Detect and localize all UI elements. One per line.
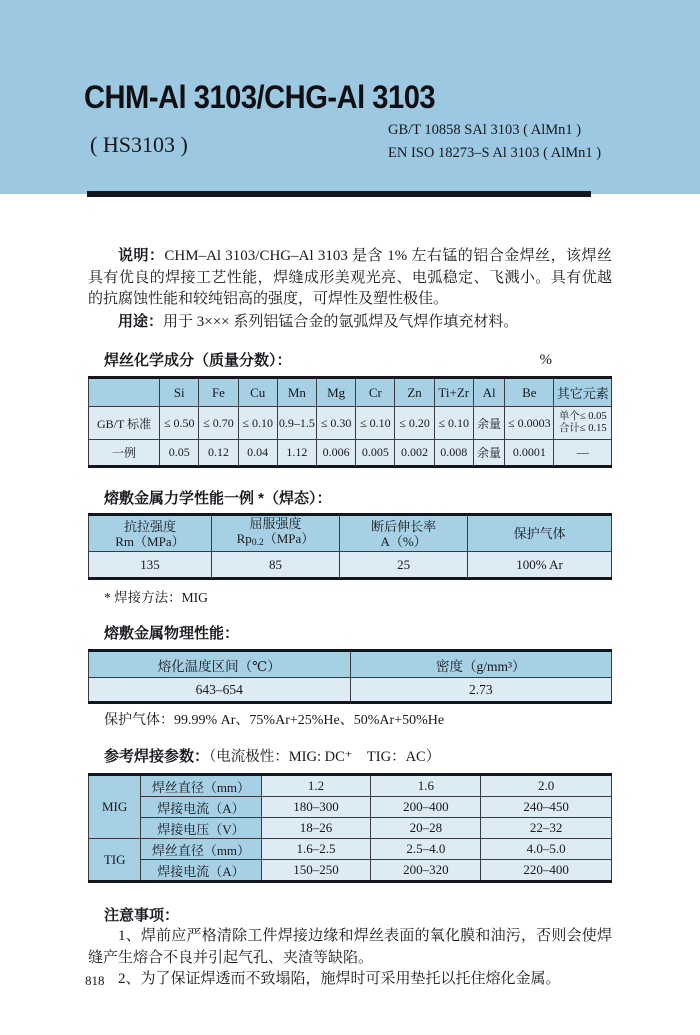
table-cell: 643–654 [89,678,351,703]
tensile-strength-symbol: Rm（MPa） [115,533,185,549]
column-header: Si [160,378,199,407]
column-header [89,515,212,552]
section-heading-mechanical [88,488,612,509]
yield-strength-symbol [213,531,338,551]
parameters-heading-polarity: （电流极性：MIG: DC⁺ TIG：AC） [209,749,441,765]
standard-line-gbt: GB/T 10858 SAl 3103 ( AlMn1 ) [388,122,582,138]
column-header [340,515,468,552]
table-cell: ≤ 0.10 [238,407,277,440]
column-header: 保护气体 [468,515,612,552]
column-header: Fe [199,378,238,407]
other-elements-total: 合计≤ 0.15 [558,423,607,434]
row-label: 焊丝直径（mm） [141,775,261,797]
table-header-row [89,378,612,407]
usage-paragraph [88,311,612,334]
mechanical-properties-table [88,513,612,580]
table-cell: ≤ 0.30 [317,407,356,440]
table-cell: 220–400 [481,860,612,882]
table-cell: 余量 [473,440,504,467]
column-header: Be [505,378,554,407]
table-cell: 4.0–5.0 [481,839,612,860]
table-cell: 0.04 [238,440,277,467]
section-heading-physical [88,623,612,644]
column-header [211,515,339,552]
row-label: 一例 [89,440,160,467]
table-cell: 20–28 [371,818,481,839]
row-label: 焊丝直径（mm） [141,839,261,860]
table-cell: 1.6–2.5 [261,839,371,860]
table-row [89,860,612,882]
standard-line-eniso: EN ISO 18273–S Al 3103 ( AlMn1 ) [388,145,602,161]
description-label: 说明： [118,247,165,264]
table-cell: 0.0001 [505,440,554,467]
column-header: Cu [238,378,277,407]
mechanical-heading-text: 熔敷金属力学性能一例 *（焊态）： [104,490,332,507]
table-cell: 240–450 [481,797,612,818]
column-header: 其它元素 [554,378,612,407]
physical-heading-text: 熔敷金属物理性能： [104,625,240,642]
table-row [89,775,612,797]
table-cell: 0.005 [356,440,395,467]
table-cell: 25 [340,552,468,579]
table-cell: 135 [89,552,212,579]
note-item-2: 2、为了保证焊透而不致塌陷，施焊时可采用垫托以托住熔化金属。 [118,971,561,987]
table-cell: 1.6 [371,775,481,797]
process-group-label: MIG [89,775,141,839]
table-cell: ≤ 0.0003 [505,407,554,440]
parameters-heading-text: 参考焊接参数： [104,748,210,765]
chemical-heading-text: 焊丝化学成分（质量分数）： [104,352,292,369]
table-cell: 0.002 [395,440,434,467]
column-header: Ti+Zr [434,378,473,407]
table-cell: 100% Ar [468,552,612,579]
column-header: Mn [277,378,316,407]
table-cell: 150–250 [261,860,371,882]
table-cell: 18–26 [261,818,371,839]
table-cell: 0.9–1.5 [277,407,316,440]
usage-text: 用于 3××× 系列铝锰合金的氩弧焊及气焊作填充材料。 [163,313,519,330]
usage-label: 用途： [118,312,164,330]
table-row [89,797,612,818]
other-elements-single: 单个≤ 0.05 [558,410,607,422]
elongation-symbol: A（%） [380,533,427,549]
table-cell [554,407,612,440]
description-text: CHM–Al 3103/CHG–Al 3103 是含 1% 左右锰的铝合金焊丝，该焊丝具有优良的焊接工艺性能，焊缝成形美观光亮、电弧稳定、飞溅小。具有优越的抗腐蚀性能和较纯铝高的强度，可焊性及塑性极佳。 [88,248,612,307]
table-cell: 180–300 [261,797,371,818]
table-header-row [89,515,612,552]
process-group-label: TIG [89,839,141,882]
section-heading-notes [88,905,612,926]
note-item-1: 1、焊前应严格清除工件焊接边缘和焊丝表面的氧化膜和油污，否则会使焊缝产生熔合不良并引起气孔、夹渣等缺陷。 [88,928,612,966]
table-cell [89,378,160,407]
table-cell: 2.73 [350,678,612,703]
column-header: Cr [356,378,395,407]
elongation-label: 断后伸长率 [371,518,437,534]
mechanical-footnote: * 焊接方法：MIG [104,590,208,605]
shielding-gas-footnote: 保护气体：99.99% Ar、75%Ar+25%He、50%Ar+50%He [104,713,445,728]
table-cell: 200–400 [371,797,481,818]
table-cell: 0.05 [160,440,199,467]
table-cell: 0.12 [199,440,238,467]
page-content [88,245,612,991]
table-cell: 余量 [473,407,504,440]
table-row [89,678,612,703]
table-cell: 2.0 [481,775,612,797]
row-label: GB/T 标准 [89,407,160,440]
table-cell: 2.5–4.0 [371,839,481,860]
header-divider-rule [87,191,591,197]
physical-properties-table [88,649,612,704]
table-cell: 22–32 [481,818,612,839]
page-header [0,0,700,194]
column-header: 密度（g/mm³） [350,651,612,678]
welding-parameters-table [88,773,612,883]
table-cell: ≤ 0.70 [199,407,238,440]
table-cell: — [554,440,612,467]
table-cell: ≤ 0.50 [160,407,199,440]
section-heading-parameters [88,746,612,768]
yield-strength-label: 屈服强度 [249,516,302,531]
table-row [89,839,612,860]
tensile-strength-label: 抗拉强度 [123,518,176,534]
chemical-composition-table [88,376,612,468]
table-cell: ≤ 0.20 [395,407,434,440]
rp-unit: （MPa） [263,531,315,546]
row-label: 焊接电流（A） [141,797,261,818]
column-header: Mg [317,378,356,407]
column-header: Zn [395,378,434,407]
table-cell: 0.008 [434,440,473,467]
table-row [89,818,612,839]
row-label: 焊接电流（A） [141,860,261,882]
rp-subscript: 0.2 [251,538,264,548]
product-code: ( HS3103 ) [90,132,188,157]
table-cell: ≤ 0.10 [356,407,395,440]
column-header: Al [473,378,504,407]
table-cell: 1.12 [277,440,316,467]
column-header: 熔化温度区间（℃） [89,651,351,678]
table-header-row [89,651,612,678]
row-label: 焊接电压（V） [141,818,261,839]
table-cell: 1.2 [261,775,371,797]
table-cell: 0.006 [317,440,356,467]
page-number: 818 [85,973,105,988]
table-row [89,552,612,579]
table-row [89,407,612,440]
standards-block [388,119,601,165]
percent-unit-label: % [539,352,552,368]
section-heading-chemical [88,350,612,371]
description-paragraph [88,245,612,311]
table-cell: ≤ 0.10 [434,407,473,440]
rp-prefix: Rp [236,531,252,546]
notes-heading-text: 注意事项： [104,907,180,924]
table-row [89,440,612,467]
product-title: CHM-Al 3103/CHG-Al 3103 [84,79,436,116]
table-cell: 200–320 [371,860,481,882]
table-cell: 85 [211,552,339,579]
